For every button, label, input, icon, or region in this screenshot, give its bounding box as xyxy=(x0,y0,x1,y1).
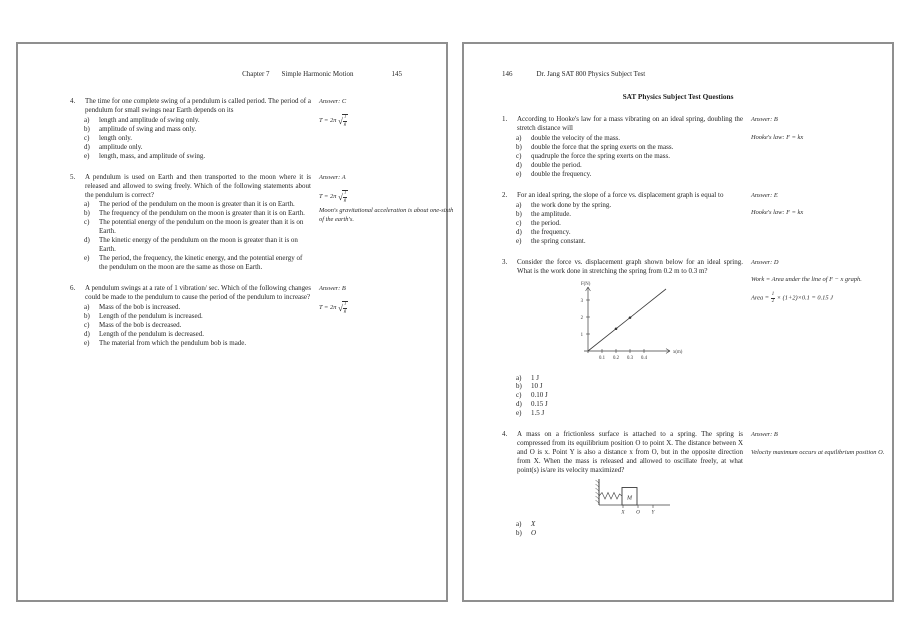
option-row xyxy=(84,236,311,254)
sqrt-content xyxy=(342,190,348,204)
option-row xyxy=(516,374,743,383)
option-letter: b) xyxy=(84,124,90,133)
fraction-numerator: l xyxy=(344,115,346,121)
sqrt-radical-sign: √ xyxy=(337,303,342,314)
svg-text:2: 2 xyxy=(580,315,583,321)
option-letter: c) xyxy=(84,218,90,227)
options-list xyxy=(516,134,743,179)
question-stem: The time for one complete swing of a pendulum is called period. The period of a pendulum for small swings near Earth depends on its xyxy=(85,96,311,114)
margin-note: Answer: C xyxy=(319,97,347,105)
options-list xyxy=(84,116,311,161)
question-main xyxy=(70,97,311,161)
fraction-numerator: l xyxy=(344,190,346,196)
question-number: 5. xyxy=(70,172,76,181)
svg-text:x(m): x(m) xyxy=(673,349,683,355)
spring-coil xyxy=(599,493,622,500)
fraction xyxy=(343,191,347,204)
option-row xyxy=(84,330,311,339)
svg-text:0.2: 0.2 xyxy=(613,355,619,361)
question-number: 3. xyxy=(502,257,508,266)
option-row xyxy=(516,210,743,219)
option-letter: e) xyxy=(84,151,90,160)
option-row xyxy=(516,152,743,161)
option-row xyxy=(84,134,311,143)
option-text: 0.15 J xyxy=(531,400,548,409)
option-text: double the frequency. xyxy=(531,170,592,178)
question-stem: For an ideal spring, the slope of a force vs. displacement graph is equal to xyxy=(517,190,724,199)
options-list xyxy=(84,200,311,272)
option-row xyxy=(516,143,743,152)
fraction-denominator: 2 xyxy=(771,298,775,304)
fraction-denominator: g xyxy=(343,309,347,315)
force-displacement-figure xyxy=(572,279,743,372)
sqrt-content xyxy=(342,114,348,128)
question-stem: A mass on a frictionless surface is attached to a spring. The spring is compressed from its equilibrium position O to point X. The distance between X and O is x. Point Y is also a distance x from O, but in the opposite direction from X. When the mass is released and allowed to oscillate freely, at what point(s) is/are its velocity maximized? xyxy=(517,430,743,475)
question-main xyxy=(70,173,311,272)
option-letter: b) xyxy=(516,143,522,152)
question-row xyxy=(502,191,892,246)
option-letter: a) xyxy=(516,520,522,529)
question-margin xyxy=(319,97,457,161)
option-text: the frequency. xyxy=(531,227,571,236)
option-row xyxy=(84,209,311,218)
option-text: Length of the pendulum is increased. xyxy=(99,311,203,320)
option-text: 10 J xyxy=(531,382,543,391)
chapter-title: Simple Harmonic Motion xyxy=(281,70,354,78)
question-number: 1. xyxy=(502,115,508,124)
question-main xyxy=(502,430,743,538)
fraction xyxy=(343,302,347,315)
margin-note: Answer: B xyxy=(751,116,778,124)
option-letter: d) xyxy=(516,161,522,170)
question-main xyxy=(502,191,743,246)
fraction-numerator: l xyxy=(344,302,346,308)
question-row xyxy=(70,172,454,272)
option-text: The period of the pendulum on the moon is greater than it is on Earth. xyxy=(99,200,295,209)
option-row xyxy=(516,134,743,143)
svg-text:0.1: 0.1 xyxy=(599,355,605,361)
svg-text:X: X xyxy=(621,509,625,516)
margin-note: Answer: A xyxy=(319,173,346,181)
options-list xyxy=(516,374,743,419)
question-main xyxy=(502,115,743,179)
options-list xyxy=(516,201,743,246)
question-row xyxy=(70,97,446,161)
formula-post: × (1+2)×0.1 = 0.15 J xyxy=(775,294,834,302)
question-stem: A pendulum swings at a rate of 1 vibration/ sec. Which of the following changes could be made to the pendulum to cause the period of the pendulum to increase? xyxy=(85,284,311,302)
spring-mass-diagram xyxy=(594,478,674,515)
question-head xyxy=(70,97,311,115)
option-row xyxy=(516,520,743,529)
option-letter: c) xyxy=(516,391,522,400)
question-row xyxy=(502,115,892,179)
sqrt-radical-sign: √ xyxy=(337,192,342,203)
option-text: length only. xyxy=(99,133,132,142)
option-text: X xyxy=(531,520,536,529)
option-row xyxy=(84,339,311,348)
option-letter: b) xyxy=(516,382,522,391)
option-letter: a) xyxy=(84,200,90,209)
option-row xyxy=(516,201,743,210)
margin-note: Answer: B xyxy=(751,431,778,439)
option-text: the spring constant. xyxy=(531,236,586,245)
chapter-label: Chapter 7 xyxy=(242,70,270,78)
option-text: The period, the frequency, the kinetic energy, and the potential energy of the pendulum on the moon are the same as those on Earth. xyxy=(99,254,303,272)
sqrt-radical-sign: √ xyxy=(337,116,342,127)
option-letter: c) xyxy=(516,218,522,227)
option-letter: c) xyxy=(84,320,90,329)
option-text: The kinetic energy of the pendulum on the moon is greater than it is on Earth. xyxy=(99,236,298,254)
page-number: 146 xyxy=(502,70,513,78)
formula-lhs: T = 2π xyxy=(319,117,338,125)
svg-text:3: 3 xyxy=(580,298,583,304)
option-row xyxy=(84,254,311,272)
options-list xyxy=(516,520,743,538)
margin-note: Answer: D xyxy=(751,258,779,266)
right-page-header xyxy=(464,44,892,79)
option-row xyxy=(84,218,311,236)
question-stem: According to Hooke's law for a mass vibrating on an ideal spring, doubling the stretch distance will xyxy=(517,115,743,133)
margin-note: Answer: B xyxy=(319,285,346,293)
question-head xyxy=(502,191,743,200)
page-number: 145 xyxy=(391,70,402,78)
question-number: 6. xyxy=(70,284,76,293)
left-page-header xyxy=(18,44,446,79)
question-row xyxy=(502,430,892,538)
option-text: length and amplitude of swing only. xyxy=(99,115,200,124)
option-text: length, mass, and amplitude of swing. xyxy=(99,151,206,160)
question-margin xyxy=(751,430,889,538)
option-text: The material from which the pendulum bob is made. xyxy=(99,338,247,347)
option-text: the work done by the spring. xyxy=(531,200,612,209)
margin-formula xyxy=(319,301,457,315)
option-text: The frequency of the pendulum on the moon is greater than it is on Earth. xyxy=(99,209,305,218)
fraction xyxy=(343,115,347,128)
option-letter: b) xyxy=(516,528,522,537)
option-row xyxy=(84,152,311,161)
question-main xyxy=(70,284,311,348)
option-letter: e) xyxy=(516,170,522,178)
option-letter: b) xyxy=(516,209,522,218)
question-margin xyxy=(751,191,889,246)
force-displacement-graph xyxy=(572,279,690,369)
question-head xyxy=(70,173,311,200)
question-margin xyxy=(319,173,457,272)
option-row xyxy=(84,125,311,134)
option-text: double the period. xyxy=(531,161,582,170)
formula-lhs: T = 2π xyxy=(319,304,338,312)
page-146 xyxy=(462,42,894,602)
page-145 xyxy=(16,42,454,602)
option-row xyxy=(516,409,743,418)
question-number: 4. xyxy=(502,430,508,439)
question-margin xyxy=(319,284,457,348)
fraction-numerator: 1 xyxy=(771,292,775,298)
option-letter: e) xyxy=(516,409,522,418)
option-letter: b) xyxy=(84,209,90,218)
svg-text:O: O xyxy=(636,509,640,516)
option-letter: a) xyxy=(516,200,522,209)
option-letter: d) xyxy=(516,400,522,409)
option-letter: a) xyxy=(516,134,522,143)
question-row xyxy=(70,284,446,348)
left-question-list xyxy=(18,96,454,348)
question-margin xyxy=(751,115,889,179)
sqrt-content xyxy=(342,301,348,315)
option-text: 1.5 J xyxy=(531,409,545,418)
option-letter: d) xyxy=(84,329,90,338)
option-row xyxy=(516,391,743,400)
right-question-list xyxy=(464,115,892,538)
option-row xyxy=(516,219,743,228)
book-title: Dr. Jang SAT 800 Physics Subject Test xyxy=(536,70,646,78)
margin-note: Velocity maximum occurs at equilibrium position O. xyxy=(751,448,885,456)
question-number: 4. xyxy=(70,96,76,105)
option-letter: d) xyxy=(516,227,522,236)
question-main xyxy=(502,258,743,419)
option-text: amplitude only. xyxy=(99,142,143,151)
option-row xyxy=(516,161,743,170)
option-row xyxy=(84,116,311,125)
question-head xyxy=(502,430,743,475)
option-text: 0.10 J xyxy=(531,391,548,400)
option-text: quadruple the force the spring exerts on the mass. xyxy=(531,152,670,161)
svg-text:0.3: 0.3 xyxy=(627,355,633,361)
spring-mass-figure xyxy=(594,478,743,518)
option-text: the amplitude. xyxy=(531,209,572,218)
option-letter: a) xyxy=(84,115,90,124)
margin-note: Work = Area under the line of F − x graph. xyxy=(751,275,862,283)
option-row xyxy=(516,529,743,538)
option-text: Mass of the bob is decreased. xyxy=(99,320,182,329)
option-row xyxy=(84,143,311,152)
option-row xyxy=(84,200,311,209)
question-number: 2. xyxy=(502,190,508,199)
svg-text:F(N): F(N) xyxy=(581,281,591,287)
option-row xyxy=(516,228,743,237)
margin-note: Answer: E xyxy=(751,191,778,199)
option-text: double the force that the spring exerts on the mass. xyxy=(531,143,674,152)
option-text: Length of the pendulum is decreased. xyxy=(99,329,204,338)
formula-lhs: T = 2π xyxy=(319,193,338,201)
question-margin xyxy=(751,258,889,419)
option-text: the period. xyxy=(531,218,561,227)
section-title: SAT Physics Subject Test Questions xyxy=(622,91,734,101)
question-head xyxy=(502,115,743,133)
question-head xyxy=(502,258,743,276)
option-letter: a) xyxy=(84,303,90,312)
svg-text:M: M xyxy=(627,495,632,502)
svg-text:1: 1 xyxy=(580,332,583,338)
option-row xyxy=(84,303,311,312)
margin-formula xyxy=(319,114,457,128)
option-text: Mass of the bob is increased. xyxy=(99,303,181,312)
margin-note: Hooke's law: F = kx xyxy=(751,209,804,217)
option-text: 1 J xyxy=(531,373,539,382)
option-row xyxy=(516,170,743,179)
option-letter: b) xyxy=(84,311,90,320)
option-text: O xyxy=(531,528,537,537)
question-row xyxy=(502,258,892,419)
option-letter: e) xyxy=(516,236,522,245)
question-stem: A pendulum is used on Earth and then transported to the moon where it is released and allowed to swing freely. Which of the following statements about the pendulum is correct? xyxy=(85,172,311,199)
option-letter: d) xyxy=(84,142,90,151)
option-letter: e) xyxy=(84,254,90,263)
data-point xyxy=(629,316,632,319)
option-letter: a) xyxy=(516,373,522,382)
option-text: The potential energy of the pendulum on the moon is greater than it is on Earth. xyxy=(99,218,304,236)
option-text: double the velocity of the mass. xyxy=(531,134,621,143)
svg-text:0.4: 0.4 xyxy=(641,355,647,361)
option-letter: e) xyxy=(84,338,90,347)
formula-pre: Area = xyxy=(751,294,771,302)
data-point xyxy=(615,327,618,330)
question-head xyxy=(70,284,311,302)
svg-text:Y: Y xyxy=(651,509,655,516)
margin-formula xyxy=(751,292,889,305)
margin-note: Moon's gravitational acceleration is about one-sixth of the earth's. xyxy=(319,207,454,224)
option-row xyxy=(516,237,743,246)
option-row xyxy=(516,382,743,391)
option-row xyxy=(516,400,743,409)
margin-formula xyxy=(319,190,457,204)
option-row xyxy=(84,321,311,330)
fraction-denominator: g xyxy=(343,121,347,127)
question-stem: Consider the force vs. displacement graph shown below for an ideal spring. What is the work done in stretching the spring from 0.2 m to 0.3 m? xyxy=(517,257,743,275)
option-letter: c) xyxy=(516,152,522,161)
option-letter: d) xyxy=(84,236,90,245)
fraction-denominator: g xyxy=(343,197,347,203)
options-list xyxy=(84,303,311,348)
margin-note: Hooke's law: F = kx xyxy=(751,133,804,141)
option-row xyxy=(84,312,311,321)
option-text: amplitude of swing and mass only. xyxy=(99,124,197,133)
option-letter: c) xyxy=(84,133,90,142)
